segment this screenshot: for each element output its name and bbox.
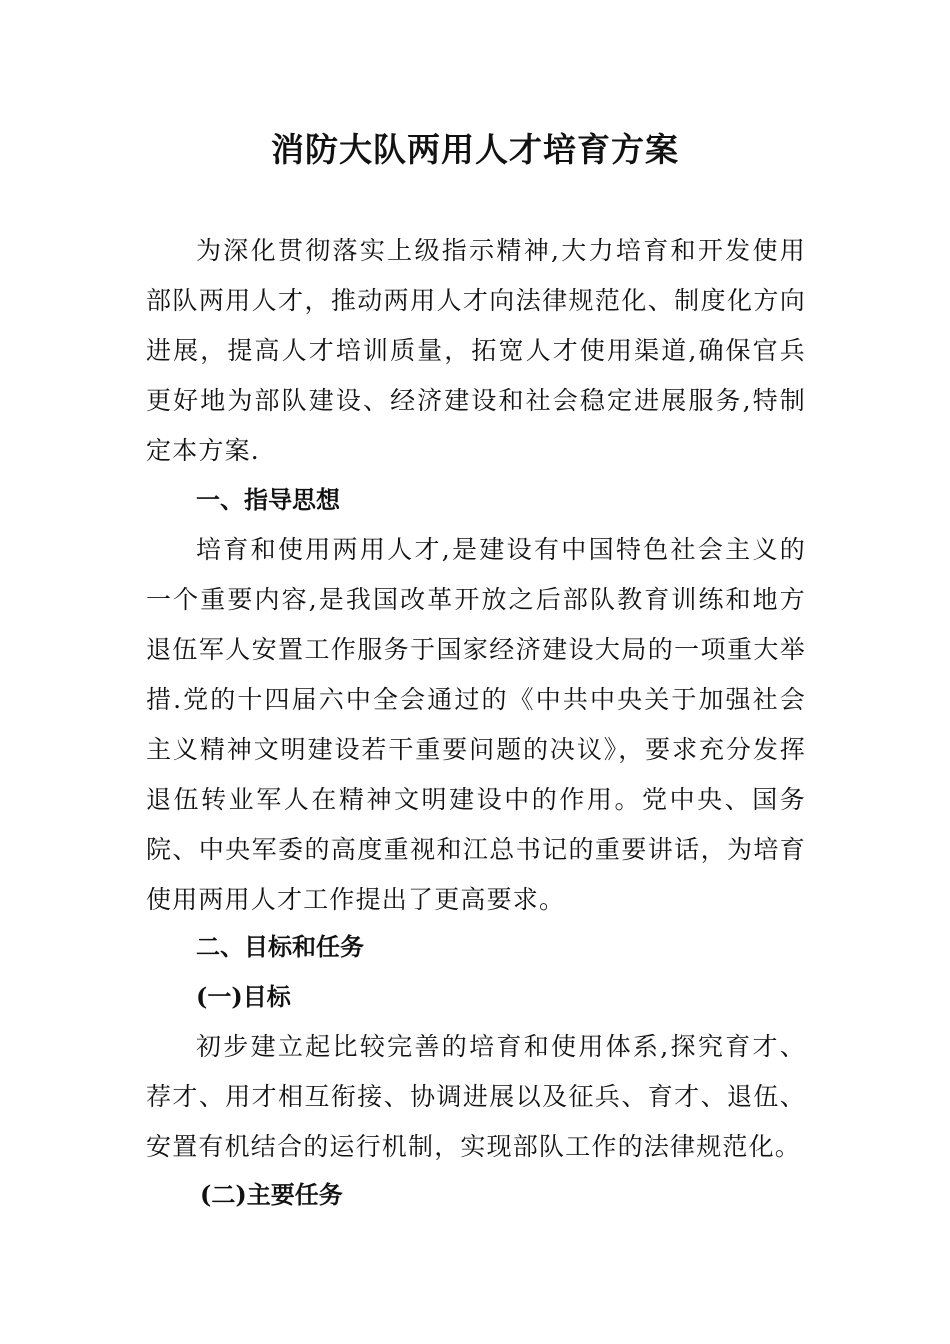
document-title: 消防大队两用人才培育方案 (271, 130, 679, 169)
subsection-heading-goals: (一)目标 (196, 982, 291, 1011)
goals-paragraph: 初步建立起比较完善的培育和使用体系,探究育才、荐才、用才相互衔接、协调进展以及征兵、育才、退伍、安置有机结合的运行机制，实现部队工作的法律规范化。 (146, 1032, 806, 1161)
guiding-thought-paragraph: 培育和使用两用人才,是建设有中国特色社会主义的一个重要内容,是我国改革开放之后部队教育训练和地方退伍军人安置工作服务于国家经济建设大局的一项重大举措.党的十四届六中全会通过的《中共中央关于加强社会主义精神文明建设若干重要问题的决议》，要求充分发挥退伍转业军人在精神文明建设中的作用。党中央、国务院、中央军委的高度重视和江总书记的重要讲话，为培育使用两用人才工作提出了更高要求。 (146, 535, 806, 914)
section-heading-guiding-thought: 一、指导思想 (196, 486, 340, 514)
section-heading-goals-tasks: 二、目标和任务 (196, 933, 364, 961)
intro-paragraph: 为深化贯彻落实上级指示精神,大力培育和开发使用部队两用人才，推动两用人才向法律规范化、制度化方向进展，提高人才培训质量，拓宽人才使用渠道,确保官兵更好地为部队建设、经济建设和社会稳定进展服务,特制定本方案. (146, 236, 806, 465)
subsection-heading-main-tasks: (二)主要任务 (200, 1180, 343, 1209)
